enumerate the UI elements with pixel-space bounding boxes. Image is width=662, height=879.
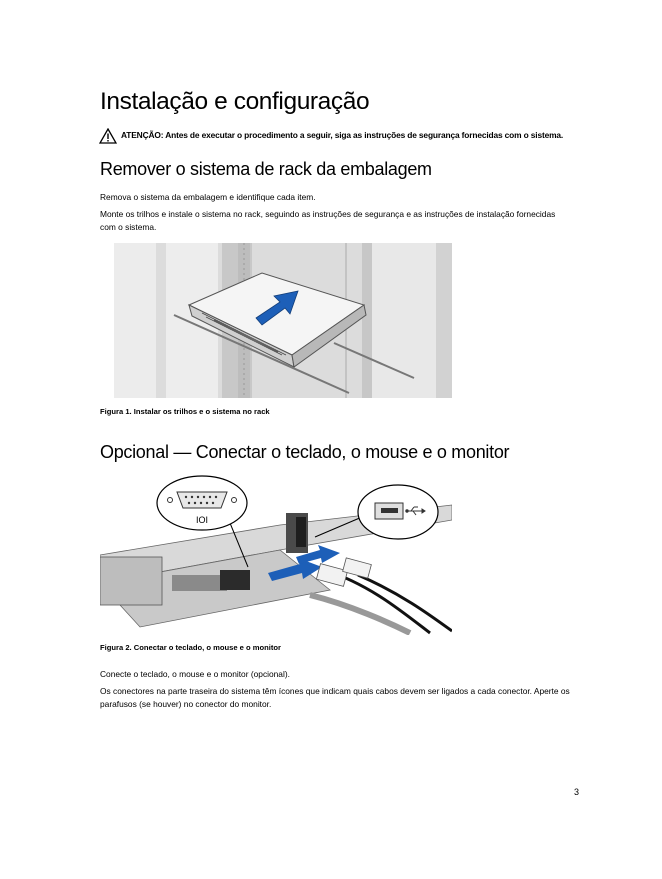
figure-caption: Figura 1. Instalar os trilhos e o sistema no rack — [100, 407, 270, 416]
page-title: Instalação e configuração — [100, 88, 370, 115]
warning-text: ATENÇÃO: Antes de executar o procedimento a seguir, siga as instruções de segurança fornecidas com o sistema. — [121, 130, 564, 140]
paragraph: Os conectores na parte traseira do sistema têm ícones que indicam quais cabos devem ser ligados a cada conector. Aperte os parafusos (se houver) no conector do monitor. — [100, 686, 570, 709]
page-number: 3 — [574, 787, 580, 797]
section-heading-connect: Opcional — Conectar o teclado, o mouse e o monitor — [100, 442, 510, 462]
paragraph: Conecte o teclado, o mouse e o monitor (opcional). — [100, 669, 290, 679]
figure-connect-peripherals — [100, 475, 452, 635]
paragraph: Remova o sistema da embalagem e identifique cada item. — [100, 192, 316, 202]
warning-notice — [99, 128, 599, 144]
warning-icon — [99, 128, 117, 144]
section-heading-remove: Remover o sistema de rack da embalagem — [100, 159, 432, 179]
paragraph: Monte os trilhos e instale o sistema no rack, seguindo as instruções de segurança e as instruções de instalação fornecidas com o sistema. — [100, 209, 556, 232]
figure-caption: Figura 2. Conectar o teclado, o mouse e o monitor — [100, 643, 282, 652]
vga-label: IOI — [195, 515, 209, 525]
figure-rack-install — [114, 243, 452, 398]
